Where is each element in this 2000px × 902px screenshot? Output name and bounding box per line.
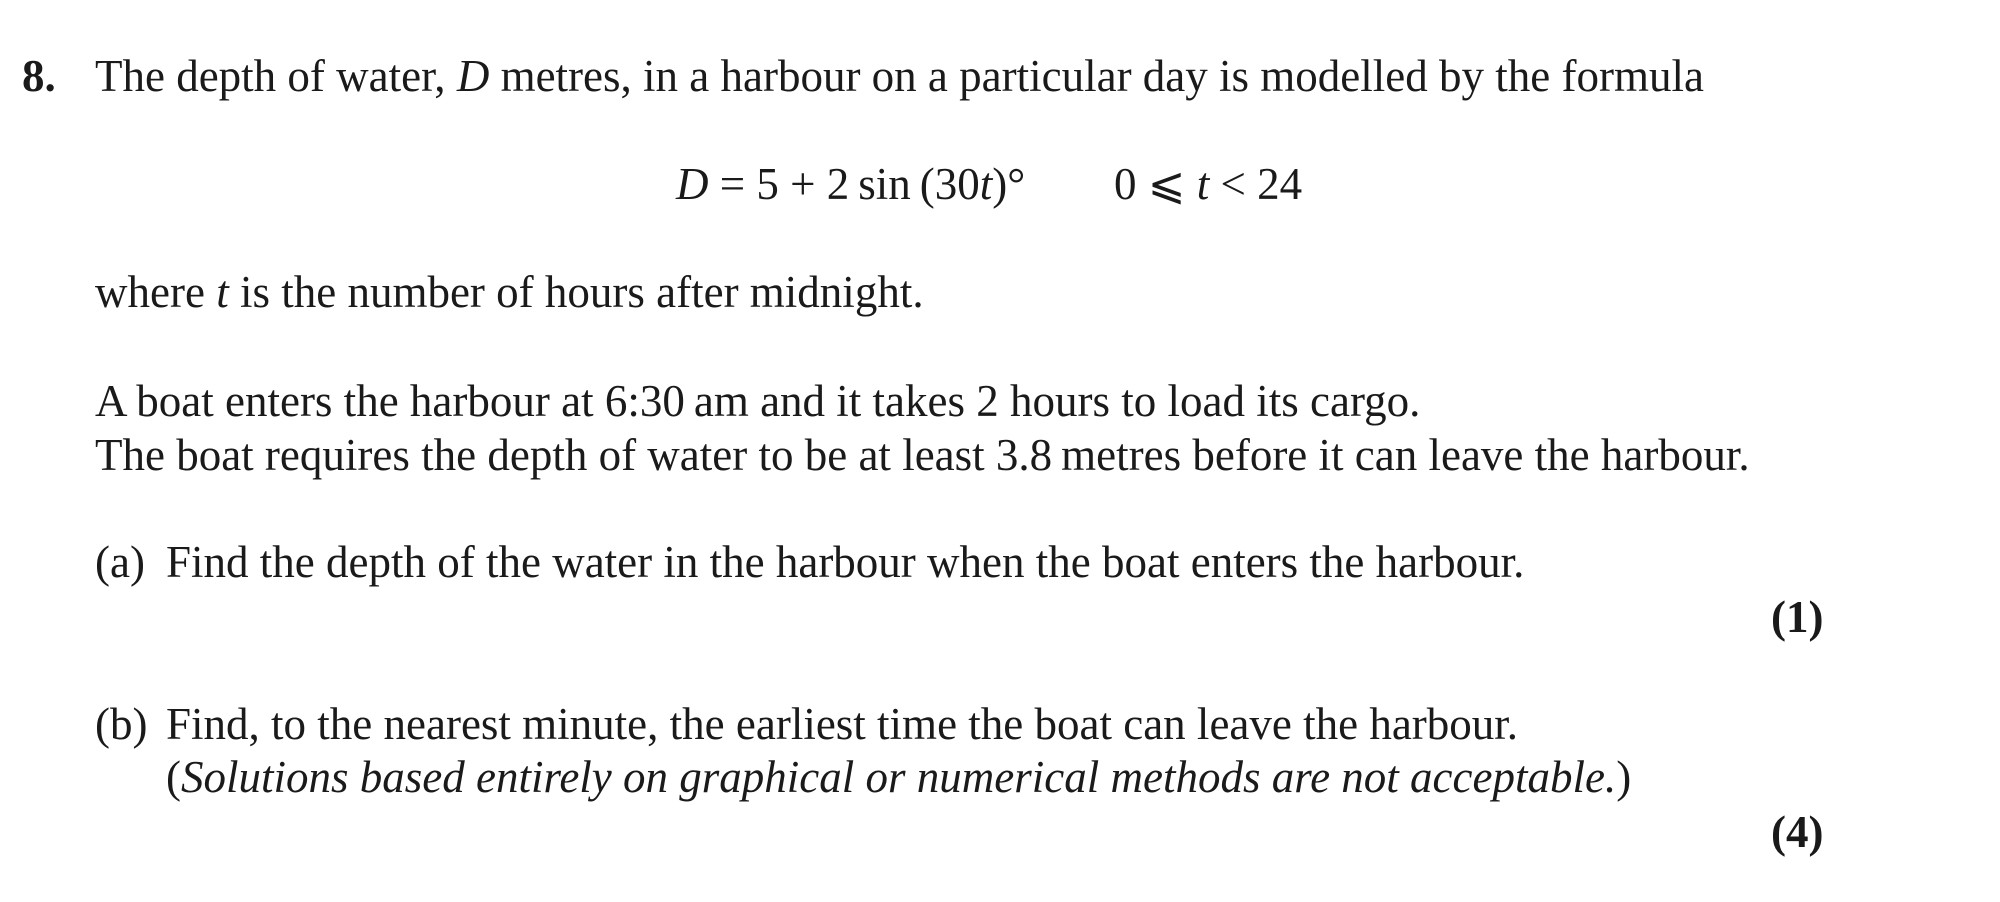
variable-d: D xyxy=(456,51,490,101)
where-var-t: t xyxy=(216,267,229,317)
context-line-2: The boat requires the depth of water to be at least 3.8 metres before it can leave the harbour. xyxy=(95,430,1750,480)
formula-domain xyxy=(1114,157,1302,211)
part-a-text: Find the depth of the water in the harbour when the boat enters the harbour. xyxy=(166,537,1525,587)
part-b-text: Find, to the nearest minute, the earliest time the boat can leave the harbour. xyxy=(166,699,1519,749)
context-line-1: A boat enters the harbour at 6:30 am and it takes 2 hours to load its cargo. xyxy=(95,376,1421,426)
formula-lhs: D xyxy=(676,159,709,209)
part-b-note xyxy=(166,750,1631,804)
formula-rhs-b: )° xyxy=(992,159,1026,209)
domain-t: t xyxy=(1196,159,1210,209)
question-intro xyxy=(95,49,1704,103)
formula xyxy=(676,157,1025,211)
question-number: 8. xyxy=(22,51,56,101)
intro-text-end: metres, in a harbour on a particular day is modelled by the formula xyxy=(489,51,1704,101)
note-italic: Solutions based entirely on graphical or numerical methods are not acceptable. xyxy=(181,752,1617,802)
intro-text-start: The depth of water, xyxy=(95,51,457,101)
note-close: ) xyxy=(1616,752,1632,802)
formula-var-t: t xyxy=(979,159,993,209)
note-open: ( xyxy=(166,752,181,802)
where-line xyxy=(95,265,924,319)
where-end: is the number of hours after midnight. xyxy=(228,267,924,317)
part-a-marks: (1) xyxy=(1771,592,1824,642)
domain-a: 0 ⩽ xyxy=(1114,159,1197,209)
part-b-label: (b) xyxy=(95,699,148,749)
part-a-label: (a) xyxy=(95,537,145,587)
where-start: where xyxy=(95,267,217,317)
formula-rhs-a: = 5 + 2 sin (30 xyxy=(708,159,980,209)
part-b-marks: (4) xyxy=(1771,807,1824,857)
domain-b: < 24 xyxy=(1209,159,1303,209)
